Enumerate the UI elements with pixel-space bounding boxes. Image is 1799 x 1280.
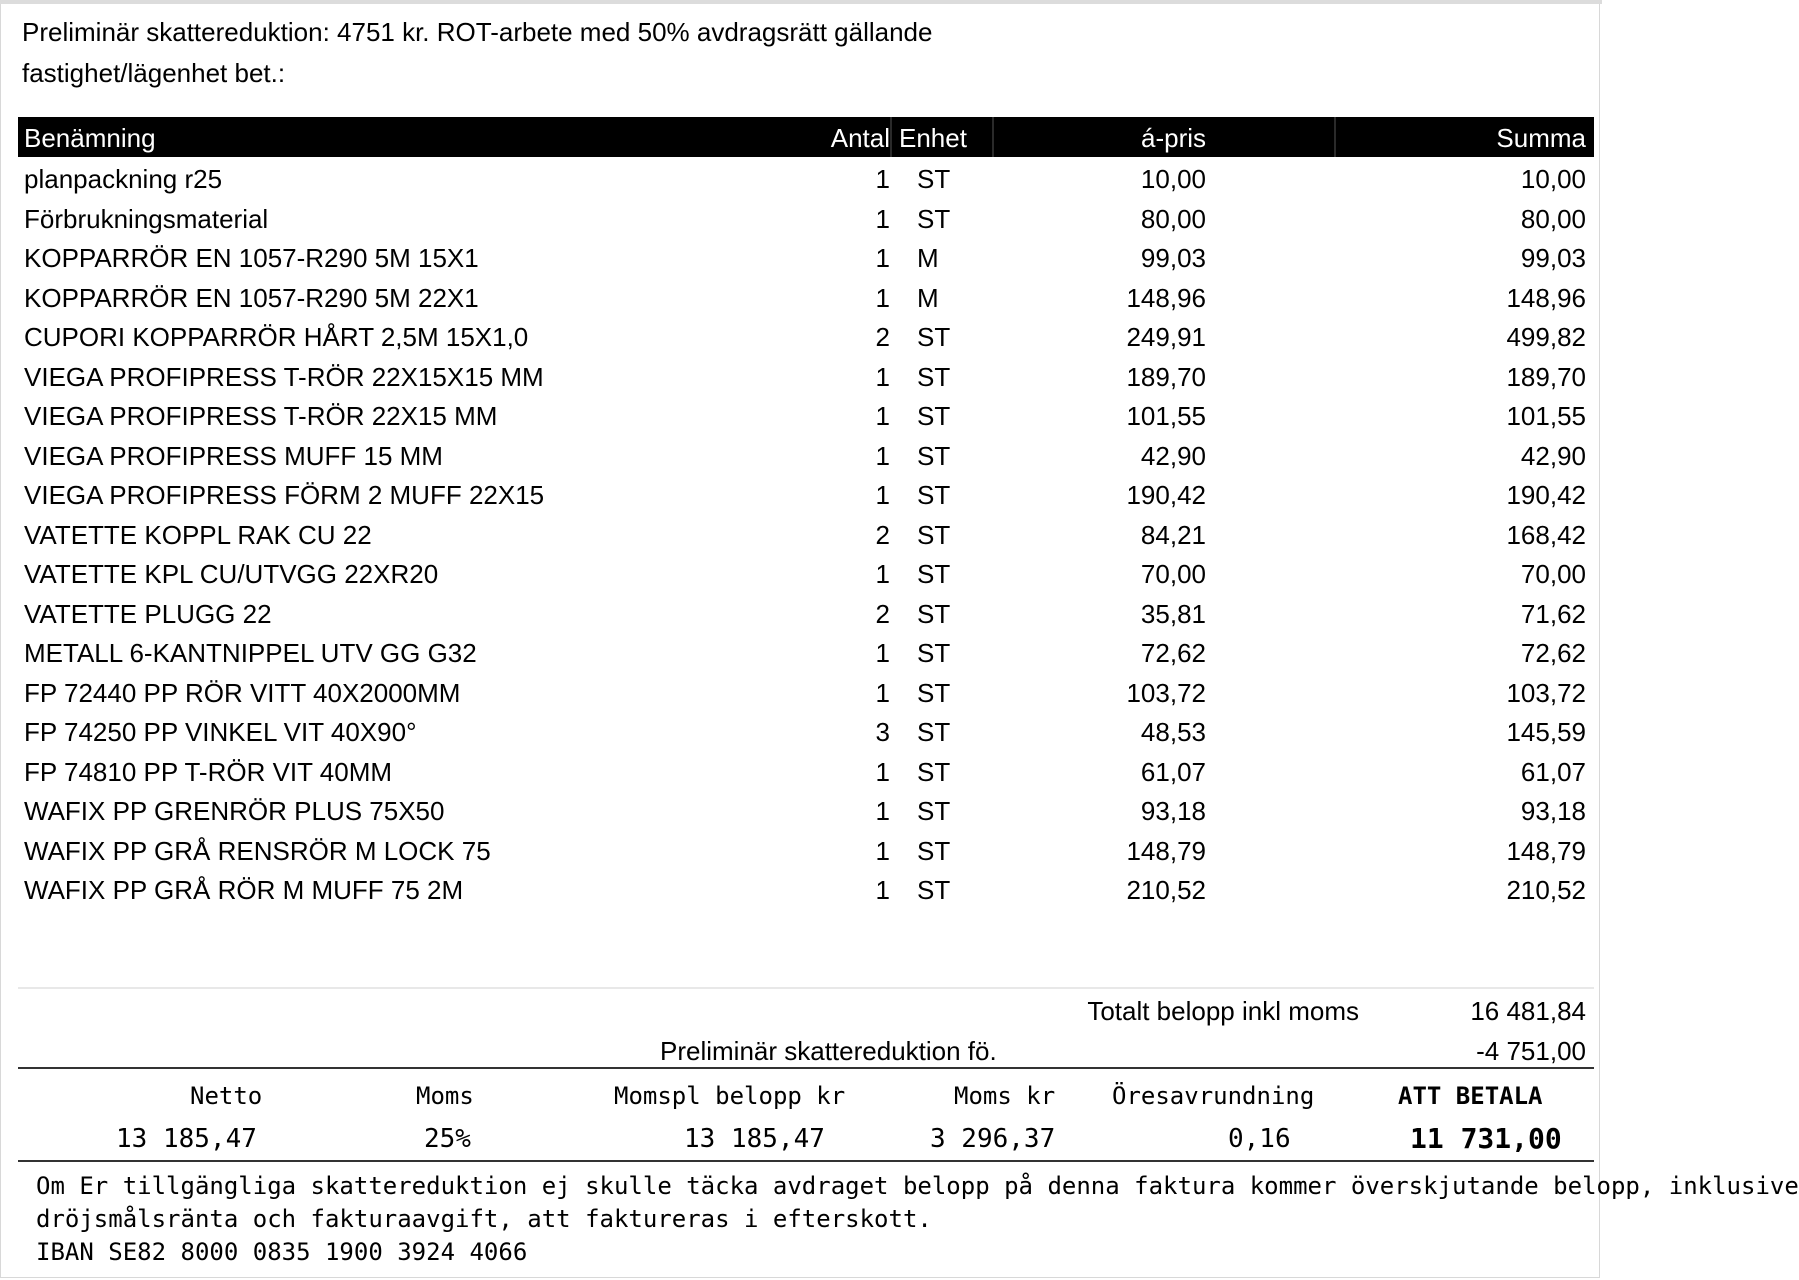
item-quantity: 1 [875,638,890,668]
footer-note [36,1170,1799,1269]
item-quantity: 1 [875,164,890,194]
table-row [18,239,1594,279]
item-sum: 10,00 [1520,164,1586,194]
summary-value-att-betala: 11 731,00 [1410,1122,1562,1155]
table-row [18,397,1594,437]
header-antal: Antal [830,123,890,153]
table-row [18,160,1594,200]
item-unit-price: 189,70 [1126,361,1206,392]
item-unit: M [917,243,939,273]
table-row [18,832,1594,872]
reduction-value: -4 751,00 [1476,1036,1586,1066]
summary-header-moms-kr: Moms kr [954,1082,1056,1110]
header-separator [890,117,892,157]
summary-value-netto: 13 185,47 [116,1124,257,1154]
item-unit-price: 93,18 [1140,796,1206,826]
item-unit-price: 70,00 [1140,559,1206,589]
summary-header-netto: Netto [190,1082,263,1110]
table-row [18,792,1594,832]
summary-header-momspl: Momspl belopp kr [614,1082,846,1110]
item-name: KOPPARRÖR EN 1057-R290 5M 15X1 [24,243,479,273]
item-quantity: 3 [875,717,890,747]
line-items [18,160,1594,911]
item-unit-price: 35,81 [1140,598,1206,629]
item-name: WAFIX PP GRÅ RÖR M MUFF 75 2M [24,875,464,905]
item-sum: 189,70 [1506,361,1586,392]
reduction-label: Preliminär skattereduktion fö. [660,1036,997,1066]
item-unit: ST [917,480,951,510]
summary-value-momspl: 13 185,47 [684,1124,825,1154]
item-quantity: 1 [875,282,890,313]
item-name: Förbrukningsmaterial [24,203,269,234]
item-unit: ST [917,203,951,234]
summary-header-moms: Moms [416,1082,474,1110]
item-sum: 101,55 [1506,401,1586,431]
table-row [18,318,1594,358]
footer-line-2: dröjsmålsränta och fakturaavgift, att faktureras i efterskott. [36,1205,932,1233]
item-quantity: 1 [875,440,890,471]
item-sum: 70,00 [1520,559,1586,589]
header-benamning: Benämning [24,123,156,153]
item-sum: 168,42 [1506,519,1586,550]
item-unit-price: 101,55 [1126,401,1206,431]
table-row [18,871,1594,911]
summary-header-att-betala: ATT BETALA [1398,1082,1543,1110]
item-unit-price: 190,42 [1126,480,1206,510]
table-row [18,753,1594,793]
item-unit: ST [917,401,951,431]
item-quantity: 1 [875,401,890,431]
item-name: METALL 6-KANTNIPPEL UTV GG G32 [24,638,477,668]
item-sum: 80,00 [1520,203,1586,234]
table-row [18,358,1594,398]
footer-line-1: Om Er tillgängliga skattereduktion ej skulle täcka avdraget belopp på denna faktura kommer överskjutande belopp, inklusive [36,1172,1799,1200]
table-row [18,634,1594,674]
item-unit-price: 84,21 [1140,519,1206,550]
item-quantity: 1 [875,835,890,866]
item-quantity: 1 [875,756,890,787]
table-row [18,200,1594,240]
item-unit-price: 148,79 [1126,835,1206,866]
total-label: Totalt belopp inkl moms [1087,996,1359,1026]
summary-value-moms: 25% [424,1124,471,1154]
summary-value-oresavrundning: 0,16 [1228,1124,1291,1154]
footer-iban: IBAN SE82 8000 0835 1900 3924 4066 [36,1238,528,1266]
table-row [18,595,1594,635]
item-name: KOPPARRÖR EN 1057-R290 5M 22X1 [24,282,479,313]
item-unit: M [917,282,939,313]
item-quantity: 2 [875,322,890,352]
item-quantity: 1 [875,875,890,905]
item-unit-price: 249,91 [1126,322,1206,352]
table-row [18,555,1594,595]
item-name: WAFIX PP GRÅ RENSRÖR M LOCK 75 [24,835,491,866]
total-value: 16 481,84 [1470,996,1586,1026]
intro-line-1: Preliminär skattereduktion: 4751 kr. ROT-arbete med 50% avdragsrätt gällande [22,17,933,47]
item-unit: ST [917,322,951,352]
item-sum: 148,79 [1506,835,1586,866]
item-unit: ST [917,440,951,471]
summary-value-moms-kr: 3 296,37 [930,1124,1056,1154]
item-unit: ST [917,677,951,708]
table-row [18,674,1594,714]
item-unit: ST [917,361,951,392]
item-unit: ST [917,519,951,550]
item-unit: ST [917,164,951,194]
item-unit-price: 61,07 [1140,756,1206,787]
item-unit-price: 72,62 [1140,638,1206,668]
item-unit: ST [917,638,951,668]
item-name: VIEGA PROFIPRESS MUFF 15 MM [24,440,443,471]
item-name: VIEGA PROFIPRESS FÖRM 2 MUFF 22X15 [24,480,545,510]
table-row [18,476,1594,516]
item-unit-price: 80,00 [1140,203,1206,234]
item-unit: ST [917,598,951,629]
item-sum: 72,62 [1520,638,1586,668]
item-sum: 61,07 [1520,756,1586,787]
header-separator [992,117,994,157]
item-name: FP 72440 PP RÖR VITT 40X2000MM [24,677,461,708]
item-quantity: 1 [875,203,890,234]
item-quantity: 1 [875,480,890,510]
item-sum: 499,82 [1506,322,1586,352]
summary-header-oresavrundning: Öresavrundning [1112,1082,1315,1110]
item-name: VATETTE PLUGG 22 [24,598,272,629]
header-summa: Summa [1496,123,1586,153]
item-quantity: 1 [875,559,890,589]
item-sum: 93,18 [1520,796,1586,826]
item-unit-price: 48,53 [1140,717,1206,747]
item-quantity: 1 [875,361,890,392]
item-unit-price: 10,00 [1140,164,1206,194]
table-row [18,437,1594,477]
header-enhet: Enhet [899,123,967,153]
item-unit-price: 42,90 [1140,440,1206,471]
item-sum: 148,96 [1506,282,1586,313]
item-sum: 71,62 [1520,598,1586,629]
item-name: VATETTE KPL CU/UTVGG 22XR20 [24,559,439,589]
item-name: FP 74250 PP VINKEL VIT 40X90° [24,717,417,747]
item-unit: ST [917,875,951,905]
item-unit-price: 148,96 [1126,282,1206,313]
item-name: CUPORI KOPPARRÖR HÅRT 2,5M 15X1,0 [24,322,529,352]
item-sum: 103,72 [1506,677,1586,708]
item-unit: ST [917,835,951,866]
item-unit-price: 210,52 [1126,875,1206,905]
item-quantity: 1 [875,796,890,826]
table-row [18,516,1594,556]
item-name: WAFIX PP GRENRÖR PLUS 75X50 [24,796,445,826]
page-top-border [0,0,1602,4]
item-quantity: 2 [875,519,890,550]
table-header [18,117,1594,157]
item-sum: 210,52 [1506,875,1586,905]
item-quantity: 1 [875,677,890,708]
intro-text [22,12,932,94]
table-row [18,279,1594,319]
item-unit: ST [917,756,951,787]
item-name: VIEGA PROFIPRESS T-RÖR 22X15 MM [24,401,498,431]
item-name: VATETTE KOPPL RAK CU 22 [24,519,372,550]
summary-top-rule [18,1067,1594,1069]
header-separator [1334,117,1336,157]
item-sum: 190,42 [1506,480,1586,510]
item-name: FP 74810 PP T-RÖR VIT 40MM [24,756,393,787]
item-unit: ST [917,559,951,589]
summary-bottom-rule [18,1160,1594,1162]
item-sum: 145,59 [1506,717,1586,747]
intro-line-2: fastighet/lägenhet bet.: [22,58,286,88]
item-name: planpackning r25 [24,164,223,194]
item-quantity: 1 [875,243,890,273]
table-row [18,713,1594,753]
item-unit-price: 99,03 [1140,243,1206,273]
header-a-pris: á-pris [1140,123,1206,153]
item-unit: ST [917,796,951,826]
item-name: VIEGA PROFIPRESS T-RÖR 22X15X15 MM [24,361,544,392]
item-quantity: 2 [875,598,890,629]
totals-divider [18,987,1594,989]
item-sum: 42,90 [1520,440,1586,471]
item-unit: ST [917,717,951,747]
item-unit-price: 103,72 [1126,677,1206,708]
item-sum: 99,03 [1520,243,1586,273]
